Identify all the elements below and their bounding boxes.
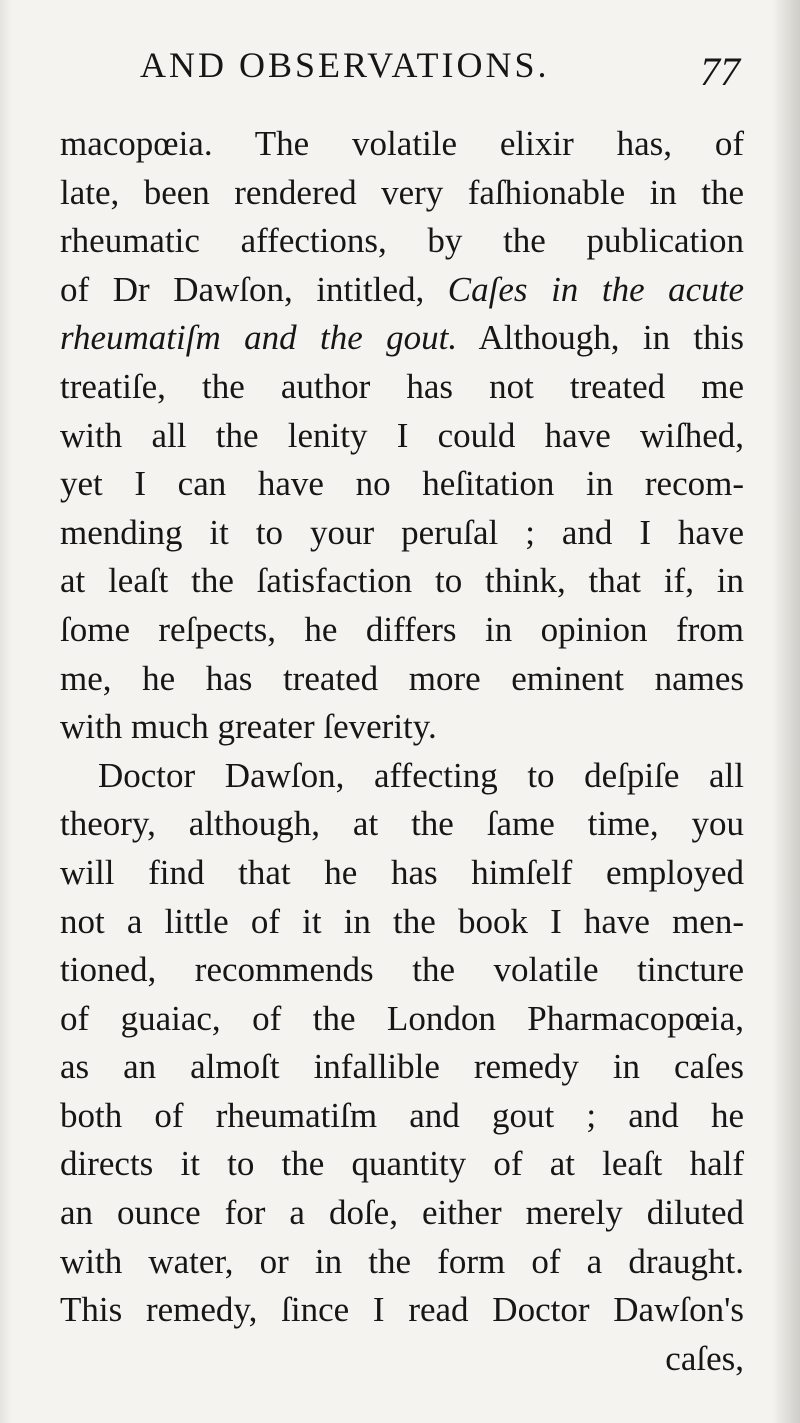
text-line — [60, 266, 744, 315]
page-right-edge-shadow — [772, 0, 800, 1423]
text-span: of Dr Dawſon, intitled, — [60, 269, 448, 309]
text-line: will find that he has himſelf employed — [60, 852, 744, 892]
text-line: with water, or in the form of a draught. — [60, 1241, 744, 1281]
text-line: This remedy, ſince I read Doctor Dawſon's — [60, 1290, 744, 1330]
text-line: both of rheumatiſm and gout ; and he — [60, 1095, 744, 1135]
page-number: 77 — [700, 49, 740, 94]
book-title-italic: Caſes in the acute — [447, 269, 744, 309]
text-span: Although, in this — [457, 318, 745, 358]
text-line: me, he has treated more eminent names — [60, 658, 744, 698]
paragraph-start-line: Doctor Dawſon, affecting to deſpiſe all — [98, 755, 744, 795]
text-line: at leaſt the ſatisfaction to think, that if, in — [60, 561, 744, 601]
text-line: late, been rendered very faſhionable in the — [60, 172, 744, 212]
body-text — [60, 120, 744, 1383]
page-left-edge-shadow — [0, 0, 12, 1423]
text-line — [60, 314, 744, 363]
text-line: rheumatic affections, by the publication — [60, 221, 744, 261]
text-line: tioned, recommends the volatile tincture — [60, 950, 744, 990]
text-line: treatiſe, the author has not treated me — [60, 366, 744, 406]
text-line: as an almoſt infallible remedy in caſes — [60, 1047, 744, 1087]
text-line: ſome reſpects, he differs in opinion from — [60, 609, 744, 649]
text-line: theory, although, at the ſame time, you — [60, 804, 744, 844]
book-title-italic: rheumatiſm and the gout. — [60, 318, 458, 358]
text-line: directs it to the quantity of at leaſt half — [60, 1144, 744, 1184]
text-line: macopœia. The volatile elixir has, of — [60, 124, 744, 163]
text-line: yet I can have no heſitation in recom- — [60, 464, 744, 504]
text-line: with all the lenity I could have wiſhed, — [60, 415, 744, 455]
text-line: of guaiac, of the London Pharmacopœia, — [60, 998, 744, 1038]
catchword: caſes, — [665, 1338, 744, 1378]
page-header — [140, 38, 760, 98]
text-line: mending it to your peruſal ; and I have — [60, 512, 744, 552]
running-head: AND OBSERVATIONS. — [140, 45, 550, 85]
text-line: not a little of it in the book I have men- — [60, 901, 744, 941]
text-line: an ounce for a doſe, either merely diluted — [60, 1193, 744, 1233]
paragraph-end-line: with much greater ſeverity. — [60, 707, 437, 747]
